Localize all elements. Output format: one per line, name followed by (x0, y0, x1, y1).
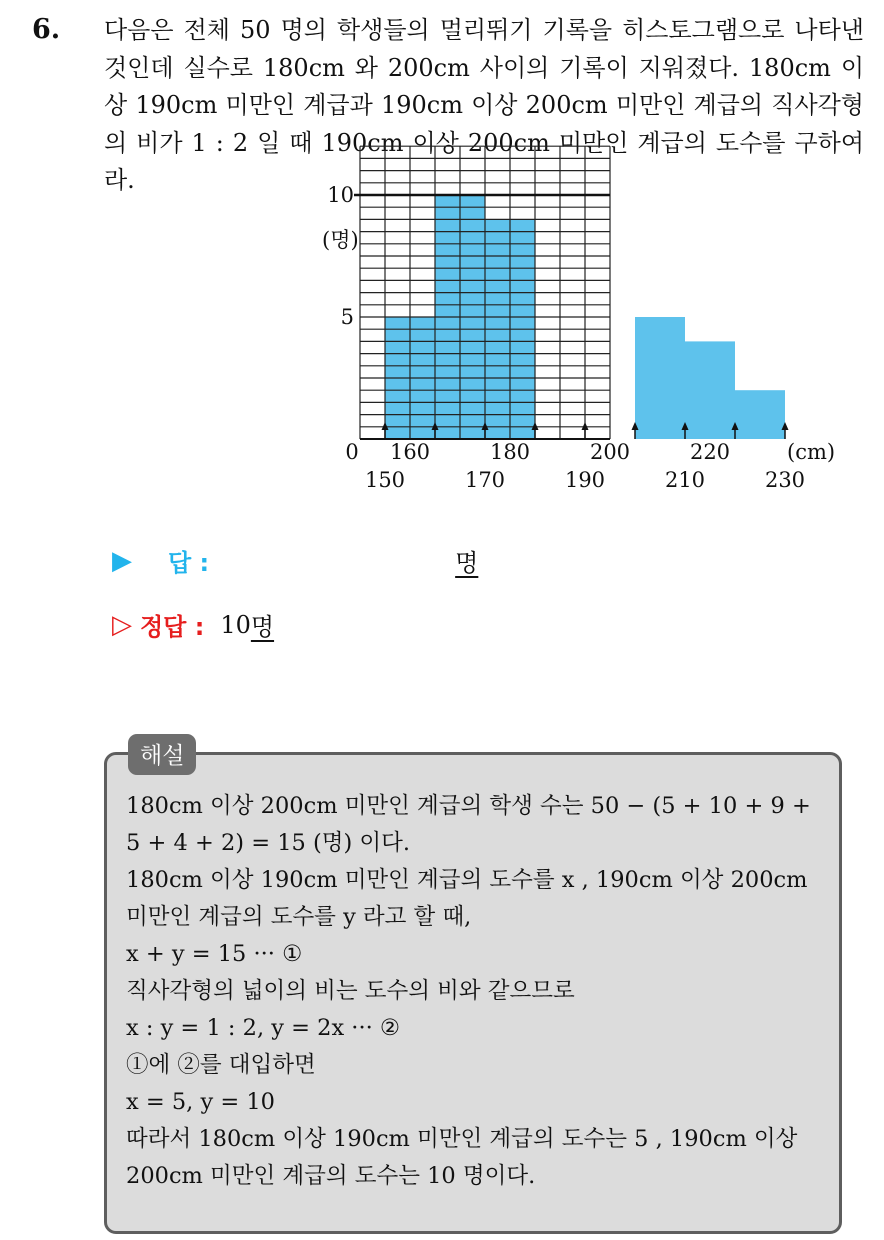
x-axis-unit-label: (cm) (787, 440, 836, 464)
x-tick-label-bottom: 190 (564, 468, 606, 492)
y-tick-label: 10 (327, 183, 354, 207)
x-tick-label-top: 180 (489, 440, 531, 464)
explanation-line: x : y = 1 : 2, y = 2x ··· ② (126, 1015, 401, 1041)
histogram-bar (735, 390, 785, 439)
answer-marker-icon: ▶ (112, 545, 132, 576)
y-axis-label: (명) (322, 228, 359, 252)
x-tick-label-top: 200 (589, 440, 631, 464)
answer-row (112, 543, 478, 578)
explanation-line: 따라서 180cm 이상 190cm 미만인 계급의 도수는 5 , 190cm 이상 (126, 1126, 798, 1152)
histogram-bar (635, 317, 685, 439)
explanation-line: 200cm 미만인 계급의 도수는 10 명이다. (126, 1163, 536, 1189)
x-tick-label-top: 220 (689, 440, 731, 464)
explanation-line: 180cm 이상 190cm 미만인 계급의 도수를 x , 190cm 이상 200cm (126, 867, 808, 893)
explanation-line: 5 + 4 + 2) = 15 (명) 이다. (126, 830, 411, 856)
explanation-tag: 해설 (128, 734, 196, 775)
explanation-text (126, 788, 826, 1195)
answer-unit: 명 (455, 549, 479, 577)
x-tick-label-bottom: 210 (664, 468, 706, 492)
x-tick-label-top: 160 (389, 440, 431, 464)
origin-label: 0 (345, 440, 359, 464)
x-tick-label-bottom: 170 (464, 468, 506, 492)
bin-edge-arrowhead (582, 422, 589, 430)
explanation-line: ①에 ②를 대입하면 (126, 1052, 316, 1078)
correct-answer-unit: 명 (250, 613, 275, 641)
x-tick-label-bottom: 230 (764, 468, 806, 492)
answer-label: 답 : (168, 549, 210, 577)
x-tick-label-bottom: 150 (364, 468, 406, 492)
explanation-line: x + y = 15 ··· ① (126, 941, 303, 967)
histogram-bar (685, 341, 735, 439)
question-text: 다음은 전체 50 명의 학생들의 멀리뛰기 기록을 히스토그램으로 나타낸 것인데 실수로 180cm 와 200cm 사이의 기록이 지워졌다. 180cm 이상 190cm 미만인 계급과 190cm 이상 200cm 미만인 계급의 직사각형의 비가 1 : 2 일 때 190cm 이상 200cm 미만인 계급의 도수를 구하여라. (104, 16, 864, 194)
y-tick-label: 5 (340, 305, 354, 329)
correct-marker-icon: ▷ (112, 609, 132, 640)
correct-answer-label: 정답 : (140, 613, 205, 641)
question-number: 6. (32, 14, 61, 45)
explanation-line: 직사각형의 넓이의 비는 도수의 비와 같으므로 (126, 978, 575, 1004)
histogram-chart (318, 183, 836, 498)
explanation-line: 180cm 이상 200cm 미만인 계급의 학생 수는 50 − (5 + 10 + 9 + (126, 793, 811, 819)
correct-answer-row (112, 607, 274, 642)
explanation-line: 미만인 계급의 도수를 y 라고 할 때, (126, 904, 472, 930)
correct-answer-value: 10 (220, 610, 251, 639)
explanation-line: x = 5, y = 10 (126, 1089, 275, 1115)
